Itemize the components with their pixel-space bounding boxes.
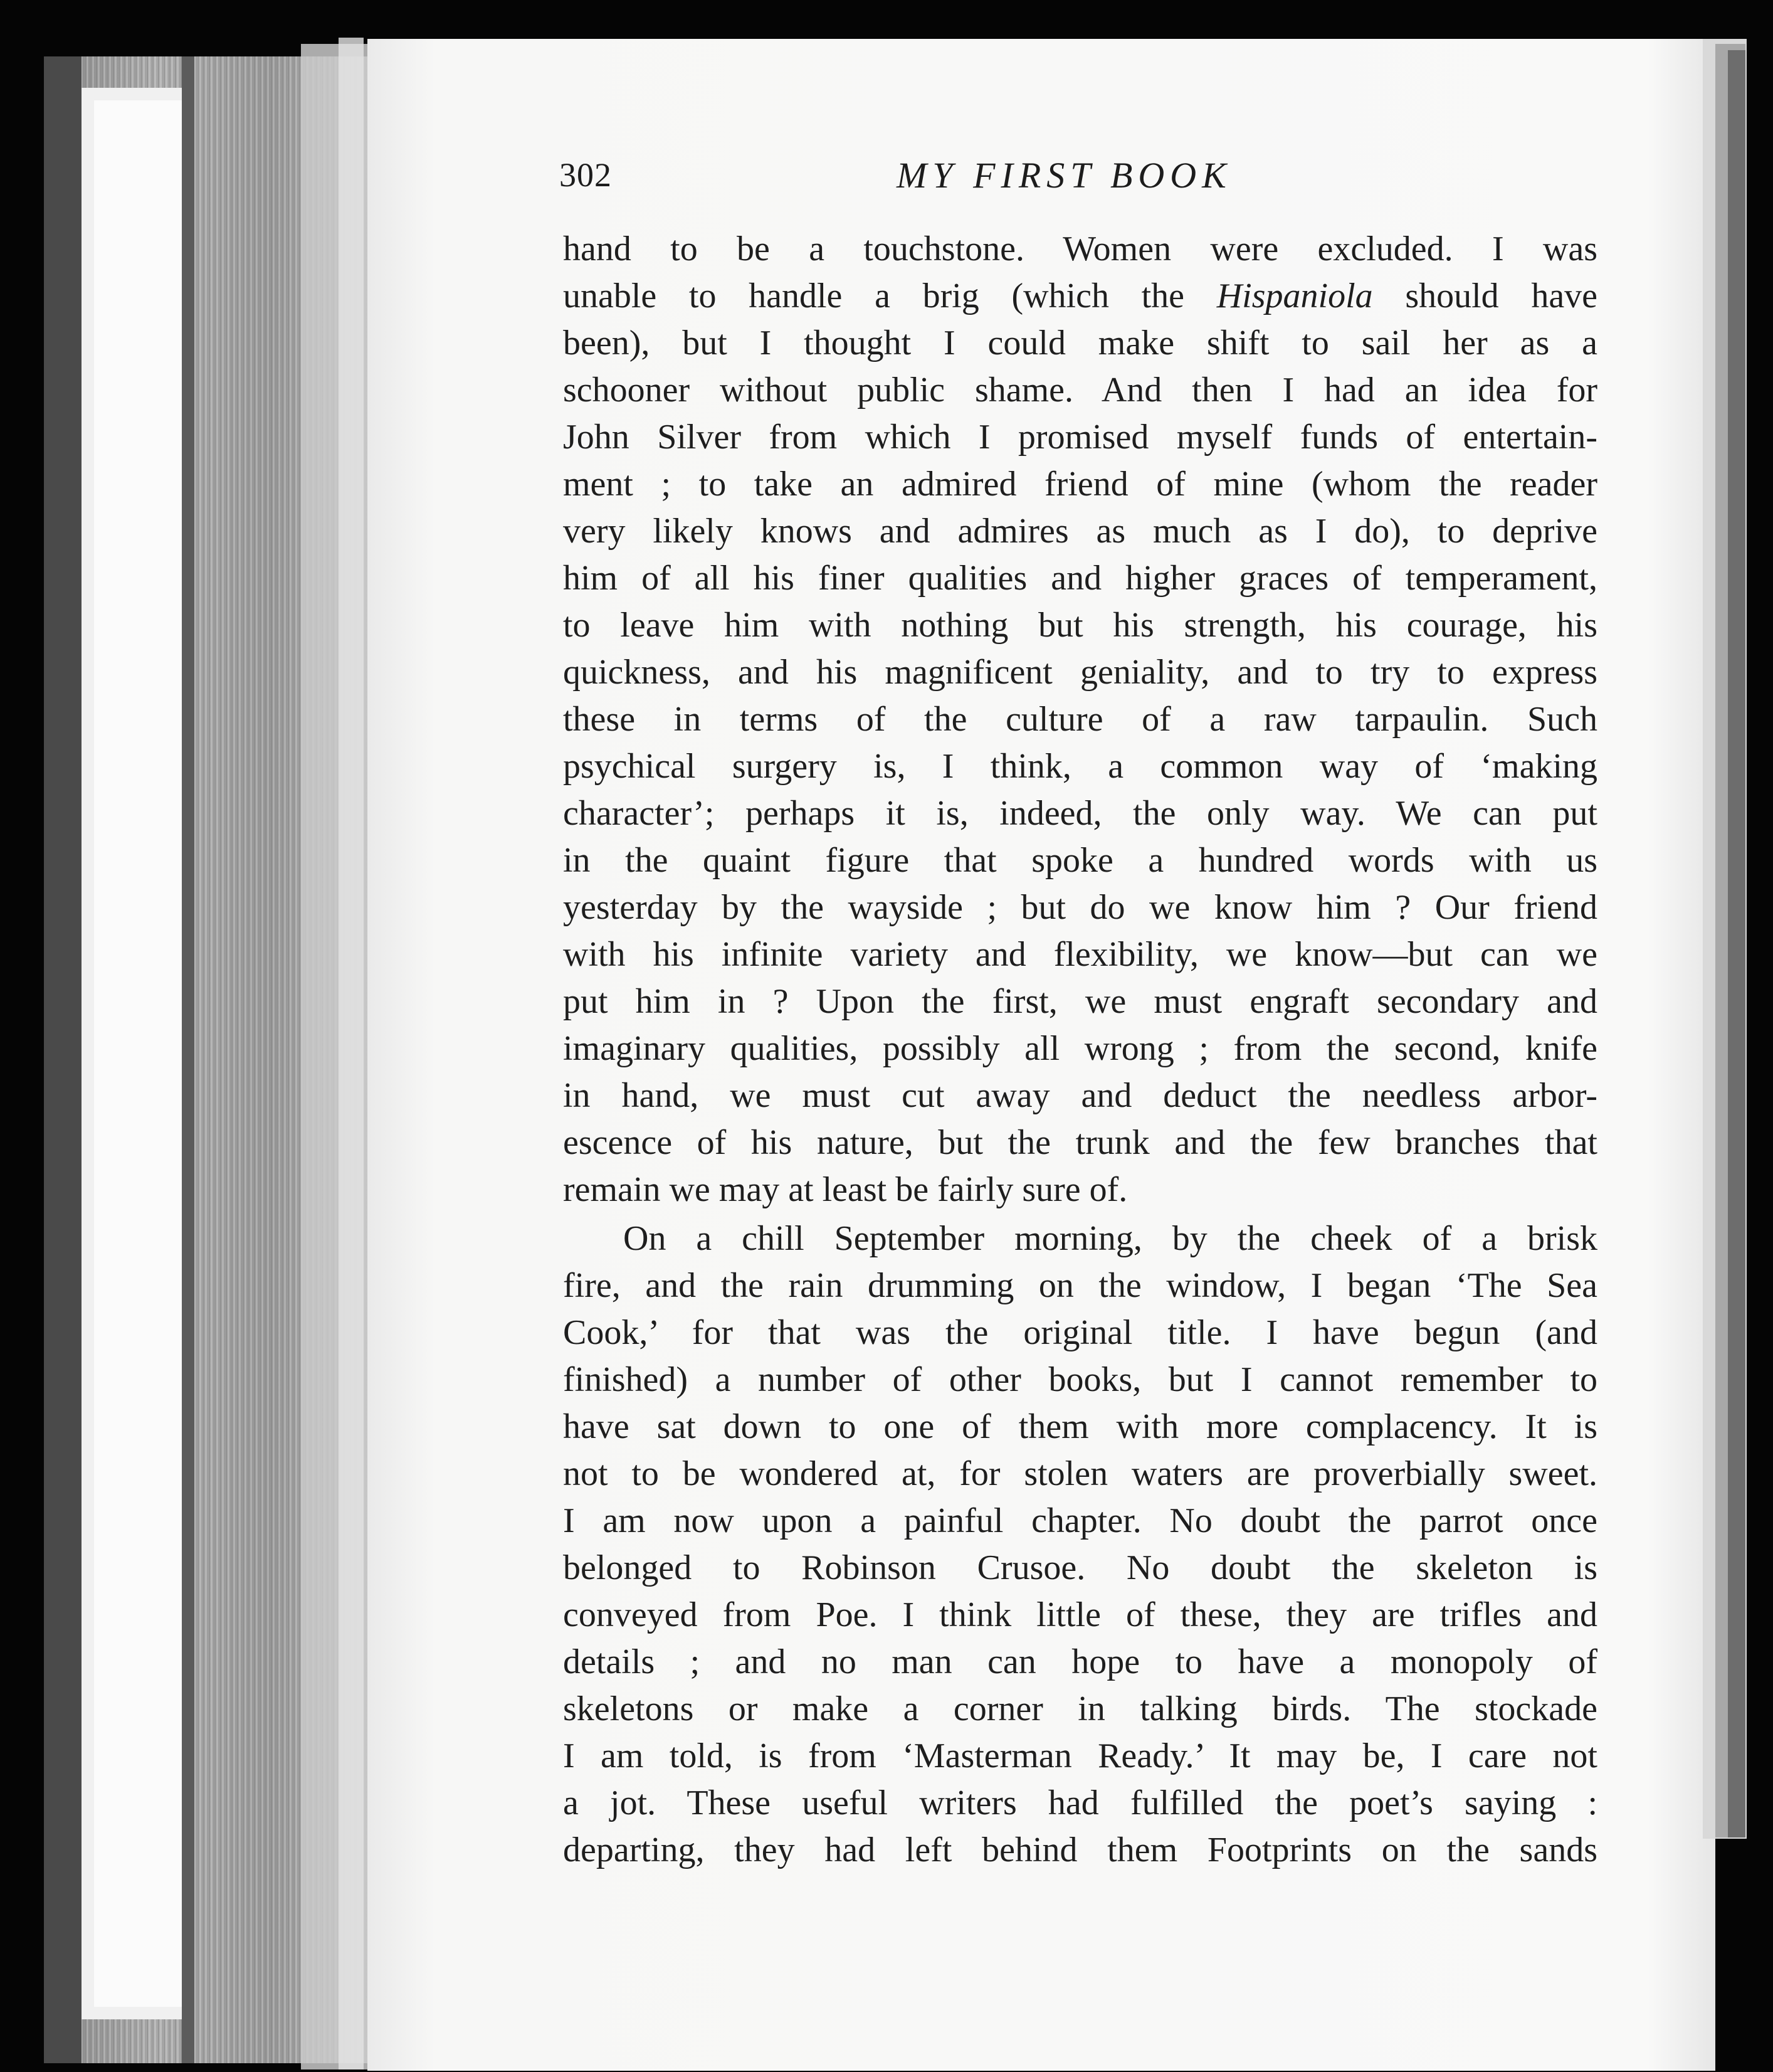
text-line: belonged to Robinson Crusoe. No doubt the skeleton is [563,1548,1597,1587]
text-line: details ; and no man can hope to have a monopoly of [563,1642,1597,1681]
text-line: fire, and the rain drumming on the window, I began ‘The Sea [563,1266,1597,1305]
text-line: these in terms of the culture of a raw tarpaulin. Such [563,700,1597,739]
text-line: with his infinite variety and flexibility, we know—but can we [563,935,1597,974]
text-line: character’; perhaps it is, indeed, the only way. We can put [563,794,1597,833]
text-line: quickness, and his magnificent geniality, and to try to express [563,653,1597,692]
paragraph-2 [563,1215,1597,1874]
text-line: finished) a number of other books, but I cannot remember to [563,1360,1597,1399]
text-line: been), but I thought I could make shift to sail her as a [563,324,1597,362]
text-line [563,273,1597,320]
text-line: On a chill September morning, by the cheek of a brisk [623,1219,1597,1258]
text-line: him of all his finer qualities and higher graces of temperament, [563,559,1597,598]
text-line: escence of his nature, but the trunk and the few branches that [563,1123,1597,1162]
text-line: very likely knows and admires as much as I do), to deprive [563,512,1597,551]
page-number: 302 [559,156,612,194]
text-line: John Silver from which I promised myself funds of entertain- [563,418,1597,457]
text-line: ment ; to take an admired friend of mine (whom the reader [563,465,1597,504]
text-line: have sat down to one of them with more complacency. It is [563,1407,1597,1446]
text-line: conveyed from Poe. I think little of these, they are trifles and [563,1595,1597,1634]
running-head: MY FIRST BOOK [897,155,1232,196]
text-segment: should have [1405,277,1598,315]
text-line: yesterday by the wayside ; but do we know him ? Our friend [563,888,1597,927]
text-line: in the quaint figure that spoke a hundred words with us [563,841,1597,880]
text-line: psychical surgery is, I think, a common way of ‘making [563,747,1597,786]
text-line: in hand, we must cut away and deduct the needless arbor- [563,1076,1597,1115]
text-line: to leave him with nothing but his strength, his courage, his [563,606,1597,645]
text-line: I am now upon a painful chapter. No doubt the parrot once [563,1501,1597,1540]
paragraph-1 [563,226,1597,1213]
text-line: imaginary qualities, possibly all wrong ; from the second, knife [563,1029,1597,1068]
text-line: a jot. These useful writers had fulfilled the poet’s saying : [563,1784,1597,1822]
text-segment: unable to handle a brig (which the [563,277,1185,315]
text-line: hand to be a touchstone. Women were excluded. I was [563,230,1597,268]
text-line: not to be wondered at, for stolen waters are proverbially sweet. [563,1454,1597,1493]
text-line: remain we may at least be fairly sure of. [563,1170,1128,1209]
text-line: put him in ? Upon the first, we must engraft secondary and [563,982,1597,1021]
text-line: skeletons or make a corner in talking birds. The stockade [563,1689,1597,1728]
text-line: schooner without public shame. And then I had an idea for [563,371,1597,410]
text-line: Cook,’ for that was the original title. I have begun (and [563,1313,1597,1352]
body-text [563,226,1597,1874]
text-line: departing, they had left behind them Footprints on the sands [563,1831,1597,1869]
italic-ship-name: Hispaniola [1216,277,1373,315]
text-line: I am told, is from ‘Masterman Ready.’ It may be, I care not [563,1736,1597,1775]
